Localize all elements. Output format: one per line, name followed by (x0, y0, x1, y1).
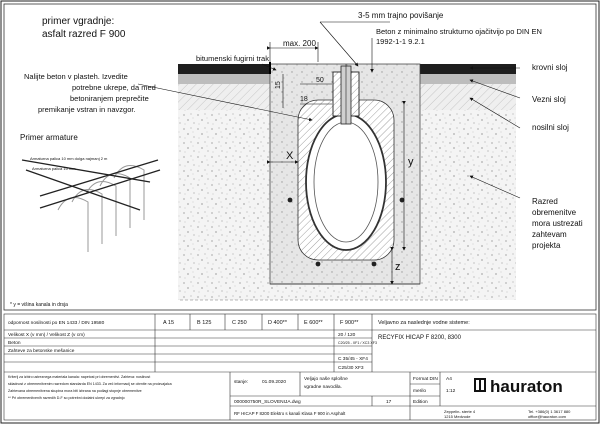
pour-note-1: Nalijte beton v plasteh. Izvedite (24, 72, 128, 81)
dim-z-label: z (395, 261, 401, 273)
dim-x-label: X (286, 150, 294, 162)
tb-desc: RF HICAP F 8200 Elektro s kanali Klasa F 900 in Asphalt (234, 411, 346, 416)
tb-row2-val: 20 / 120 (338, 333, 356, 338)
tb-format: A4 (446, 377, 452, 382)
tb-row5-val: C25/30 XF3 (338, 366, 364, 371)
rebar-note-2: Armaturna palica 10 mm (32, 166, 76, 171)
tb-format-label: Format DIN (413, 377, 438, 382)
tb-class-f: F 900** (340, 320, 359, 326)
dim-15-label: 15 (275, 81, 282, 89)
load-class-3: mora ustrezati (532, 219, 583, 228)
cross-section (178, 62, 516, 300)
example-title-1: primer vgradnje: (42, 16, 115, 27)
tb-row4-val: C 35/45 - XF4 (338, 357, 368, 362)
rebar-note-1: Armaturna palica 10 mm dolga najmanj 2 m (30, 156, 108, 161)
dim-18-label: 18 (300, 96, 308, 103)
load-class-5: projekta (532, 241, 561, 250)
tb-scale-label: merilo (413, 389, 427, 394)
concrete-note-2: 1992-1-1 9.2.1 (376, 37, 425, 46)
tb-class-e: E 600** (304, 320, 323, 326)
example-title-2: asfalt razred F 900 (42, 29, 126, 40)
tb-web: office@hauraton.com (528, 414, 567, 419)
raise-note: 3-5 mm trajno povišanje (358, 11, 444, 20)
tb-addr-2: 1215 Medvode (444, 414, 471, 419)
tb-class-d: D 400** (268, 320, 287, 326)
joint-tape-label: bitumenski fugirni trak (196, 54, 269, 63)
pour-note-2: potrebne ukrepe, da med (72, 83, 156, 92)
rebar-title: Primer armature (20, 133, 78, 142)
concrete-note-1: Beton z minimalno strukturno ojačitvijo po DIN EN (376, 27, 542, 36)
layer-binder-label: Vezni sloj (532, 95, 566, 104)
tb-row2-label: Velikost X (v mm) / Velikost Z (v cm) (8, 333, 85, 338)
pour-note-3: betoniranjem preprečite (70, 94, 149, 103)
pour-note-4: premikanje vstran in navzgor. (38, 105, 136, 114)
tb-row4-label: Zahteve za betonske mešanice (8, 349, 75, 354)
tb-class-c: C 250 (232, 320, 247, 326)
tb-drawing-no: 000000750R_SLOVENIJA.dwg (234, 400, 301, 405)
layer-base-label: nosilni sloj (532, 123, 569, 132)
load-class-4: zahtevam (532, 230, 567, 239)
load-class-1: Razred (532, 197, 558, 206)
load-class-2: obremenitve (532, 208, 577, 217)
tb-note-4: ** Pri obremenitvenih razredih D-F so potrebni dodatni ukrepi za vgradnjo (8, 396, 125, 400)
tb-row1-label: odpornost nosilnosti po EN 1433 / DIN 19580 (8, 321, 105, 326)
dim-max-label: max. 200 (283, 39, 316, 48)
tb-tel: Tel. +386(0) 1 3617 880 (528, 409, 571, 414)
layer-wearing-label: krovni sloj (532, 63, 568, 72)
footnote: * y = višina kanala in drsja (10, 302, 68, 308)
channel-cavity-inner (314, 122, 378, 242)
tb-date: 01.09.2020 (262, 380, 287, 385)
brand-wordmark: hauraton (490, 377, 563, 396)
tb-note-3: Zahtevana obremenitvena skupina mora biti izbrana na podlagi stopnje obremenitve (8, 389, 142, 393)
tb-scale: 1:12 (446, 389, 456, 394)
dim-50-label: 50 (316, 77, 324, 84)
tb-row3-val: C20/25 - XF1 / XC3 XF3 (338, 341, 377, 345)
tb-valid-1: Veljajo naše splošne (304, 377, 348, 382)
tb-note-2: skladnost z obremenitvenim razredom standarda EN 1433. Za več informacij se obrnite na proizvajalca (8, 382, 172, 386)
tb-row3-label: Beton (8, 341, 21, 346)
tb-product: RECYFIX HICAP F 8200, 8300 (378, 335, 461, 341)
tb-sheet-no: 17 (386, 400, 392, 405)
tb-class-b: B 125 (197, 320, 212, 326)
tb-note-1: Kriterij za izbiro ustreznega materiala kanala: napetost pri obremenitvi. Zahteva: nosilnost (8, 375, 151, 379)
tb-date-label: stanje: (234, 380, 249, 385)
dim-y-label: y (408, 156, 414, 168)
tb-valid-2: vgradne navodila. (304, 385, 342, 390)
tb-addr-1: Zeppelin- sterte 4 (444, 409, 476, 414)
tb-revision: Edition (413, 400, 428, 405)
tb-subject-label: Veljavno za naslednje vodne sisteme: (378, 320, 470, 326)
tb-class-a: A 15 (163, 320, 175, 326)
